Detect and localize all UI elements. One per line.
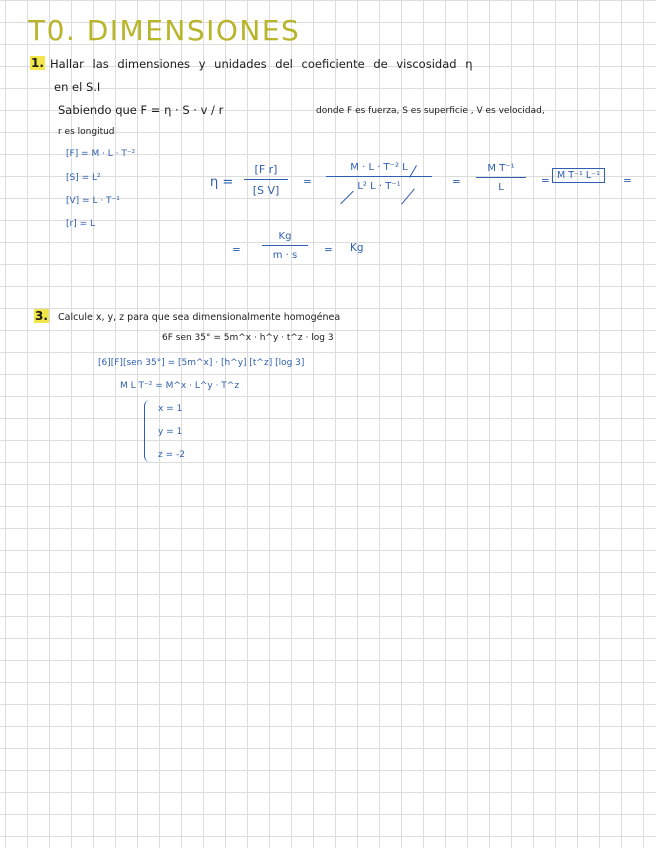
equals-sign-5: = <box>232 244 241 256</box>
fraction-fr-over-sv <box>244 163 288 197</box>
result-box <box>552 170 605 181</box>
problem3-statement: Calcule x, y, z para que sea dimensionalmente homogénea <box>58 312 341 323</box>
fraction-substituted-numerator: M · L · T⁻² L <box>350 162 408 173</box>
dimension-surface: [S] = L² <box>66 173 101 183</box>
dimension-length: [r] = L <box>66 219 95 229</box>
equals-sign-6: = <box>324 244 333 256</box>
fraction-fr-numerator: [F r] <box>254 163 278 176</box>
problem3-step-dimensions: M L T⁻² = M^x · L^y · T^z <box>120 381 240 391</box>
problem3-number <box>34 309 49 323</box>
equals-sign-2: = <box>452 176 461 188</box>
solution-y: y = 1 <box>158 427 183 437</box>
problem1-number-label: 1. <box>31 56 44 70</box>
units-result: Kg <box>350 242 364 254</box>
problem1-legend-part1: donde F es fuerza, S es superficie , V es velocidad, <box>316 106 545 116</box>
problem1-given-formula: Sabiendo que F = η · S · v / r <box>58 103 224 117</box>
fraction-ms-denominator: m · s <box>272 250 298 261</box>
equals-sign-1: = <box>303 176 312 188</box>
fraction-mt-over-l <box>476 163 526 193</box>
dimension-velocity: [V] = L · T⁻¹ <box>66 196 120 206</box>
solution-brace <box>144 400 155 462</box>
fraction-substituted-denominator: L² L · T⁻¹ <box>357 181 401 192</box>
page-title: T0. DIMENSIONES <box>28 14 301 47</box>
problem3-number-label: 3. <box>35 309 48 323</box>
cancel-stroke-denominator-l2 <box>340 191 353 204</box>
fraction-l-denominator: L <box>498 182 504 193</box>
problem1-statement-line2: en el S.I <box>54 80 101 94</box>
problem3-step-brackets: [6][F][sen 35°] = [5m^x] · [h^y] [t^z] [log 3] <box>98 358 305 368</box>
equals-sign-3: = <box>541 175 550 187</box>
fraction-sv-denominator: [S V] <box>252 184 280 197</box>
problem1-number <box>30 56 45 70</box>
fraction-kg-over-ms <box>262 231 308 261</box>
solution-x: x = 1 <box>158 404 183 414</box>
equals-sign-4: = <box>623 175 632 187</box>
problem1-statement-line1: Hallar las dimensiones y unidades del coeficiente de viscosidad η <box>50 57 473 71</box>
dimension-force: [F] = M · L · T⁻² <box>66 149 136 159</box>
problem3-equation: 6F sen 35° = 5m^x · h^y · t^z · log 3 <box>162 333 334 343</box>
fraction-kg-numerator: Kg <box>278 231 292 242</box>
problem1-legend-part2: r es longitud <box>58 127 115 137</box>
result-box-text: M T⁻¹ L⁻¹ <box>552 168 605 183</box>
fraction-mt-numerator: M T⁻¹ <box>487 163 515 174</box>
solution-z: z = -2 <box>158 450 185 460</box>
eta-label: η = <box>210 175 234 190</box>
